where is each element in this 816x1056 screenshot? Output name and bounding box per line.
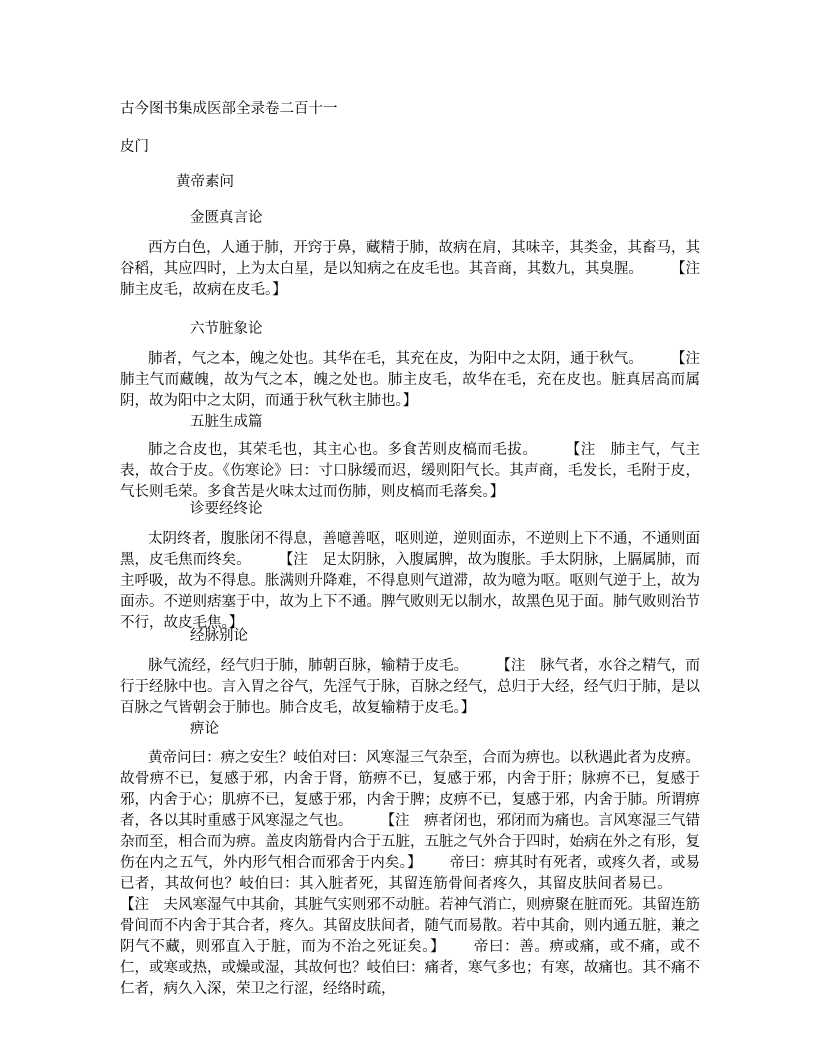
chapter-note: 【注 肺主气而藏魄，故为气之本，魄之处也。肺主皮毛，故华在毛，充在皮也。脏真居高而属阴，故为阳中之太阴，而通于秋气秋主肺也。】: [120, 351, 715, 409]
chapter-text: 肺之合皮也，其荣毛也，其主心也。多食苦则皮槁而毛拔。: [148, 442, 538, 458]
chapter-paragraph: [120, 656, 700, 719]
chapter-note: 【注 夫风寒湿气中其俞，其脏气实则邪不动脏。若神气消亡，则痹聚在脏而死。其留连筋骨间而不内舍于其合者，疼久。其留皮肤间者，随气而易散。若中其俞，则内通五脏，兼之阴气不藏，则邪直入于脏，而为不治之死证矣。】: [120, 897, 700, 955]
chapter-paragraph: [120, 238, 715, 301]
chapter-paragraph: [120, 349, 715, 412]
source-title: 黄帝素问: [176, 174, 234, 190]
chapter-text: 帝曰：痹其时有死者，或疼久者，或易已者，其故何也？岐伯曰：其入脏者死，其留连筋骨间者疼久，其留皮肤间者易已。: [120, 855, 701, 892]
chapter-text: 肺者，气之本，魄之处也。其华在毛，其充在皮，为阳中之太阴，通于秋气。: [148, 351, 643, 367]
chapter-heading: 诊要经终论: [190, 501, 263, 517]
chapter-note: 【注 足太阴脉，入腹属脾，故为腹胀。手太阴脉，上膈属肺，而主呼吸，故为不得息。胀满则升降难，不得息则气道滞，故为噫为呕。呕则气逆于上，故为面赤。不逆则痞塞于中，故为上下不通。脾气败则无以制水，故黑色见于面。肺气败则治节不行，故皮毛焦。】: [120, 552, 701, 631]
chapter-text: 黄帝问曰：痹之安生？岐伯对曰：风寒湿三气杂至，合而为痹也。以秋遇此者为皮痹。故骨痹不已，复感于邪，内舍于肾，筋痹不已，复感于邪，内舍于肝；脉痹不已，复感于邪，内舍于心；肌痹不已，复感于邪，内舍于脾；皮痹不已，复感于邪，内舍于肺。所谓痹者，各以其时重感于风寒湿之气也。: [120, 750, 700, 829]
section-title: 皮门: [120, 139, 149, 155]
chapter-text: 脉气流经，经气归于肺，肺朝百脉，输精于皮毛。: [148, 658, 469, 674]
chapter-heading: 金匮真言论: [190, 210, 263, 226]
chapter-heading: 经脉别论: [190, 628, 248, 644]
chapter-heading: 痹论: [190, 721, 219, 737]
chapter-note: 【注 肺主气，气主表，故合于皮。《伤寒论》曰：寸口脉缓而迟，缓则阳气长。其声商，毛发长，毛附于皮，气长则毛荣。多食苦是火味太过而伤肺，则皮槁而毛落矣。】: [120, 442, 701, 500]
chapter-heading: 六节脏象论: [190, 321, 263, 337]
chapter-paragraph: [120, 529, 700, 634]
chapter-paragraph: [120, 748, 700, 1000]
chapter-text: 帝曰：善。痹或痛，或不痛，或不仁，或寒或热，或燥或湿，其故何也？岐伯曰：痛者，寒气多也；有寒，故痛也。其不痛不仁者，病久入深，荣卫之行涩，经络时疏，: [120, 939, 701, 997]
chapter-heading: 五脏生成篇: [190, 414, 263, 430]
chapter-note: 【注 脉气者，水谷之精气，而行于经脉中也。言入胃之谷气，先淫气于脉，百脉之经气，总归于大经，经气归于肺，是以百脉之气皆朝会于肺也。肺合皮毛，故复输精于皮毛。】: [120, 658, 701, 716]
chapter-text: 西方白色，人通于肺，开窍于鼻，藏精于肺，故病在肩，其味辛，其类金，其畜马，其谷稻，其应四时，上为太白星，是以知病之在皮毛也。其音商，其数九，其臭腥。: [120, 240, 700, 277]
chapter-note: 【注 肺主皮毛，故病在皮毛。】: [120, 261, 715, 298]
chapter-text: 太阴终者，腹胀闭不得息，善噫善呕，呕则逆，逆则面赤，不逆则上下不通，不通则面黑，皮毛焦而终矣。: [120, 531, 700, 568]
document-title: 古今图书集成医部全录卷二百十一: [120, 101, 338, 117]
chapter-paragraph: [120, 440, 700, 503]
chapter-note: 【注 痹者闭也，邪闭而为痛也。言风寒湿三气错杂而至，相合而为痹。盖皮肉筋骨内合于五脏，五脏之气外合于四时，始病在外之有形，复伤在内之五气，外内形气相合而邪舍于内矣。】: [120, 813, 700, 871]
